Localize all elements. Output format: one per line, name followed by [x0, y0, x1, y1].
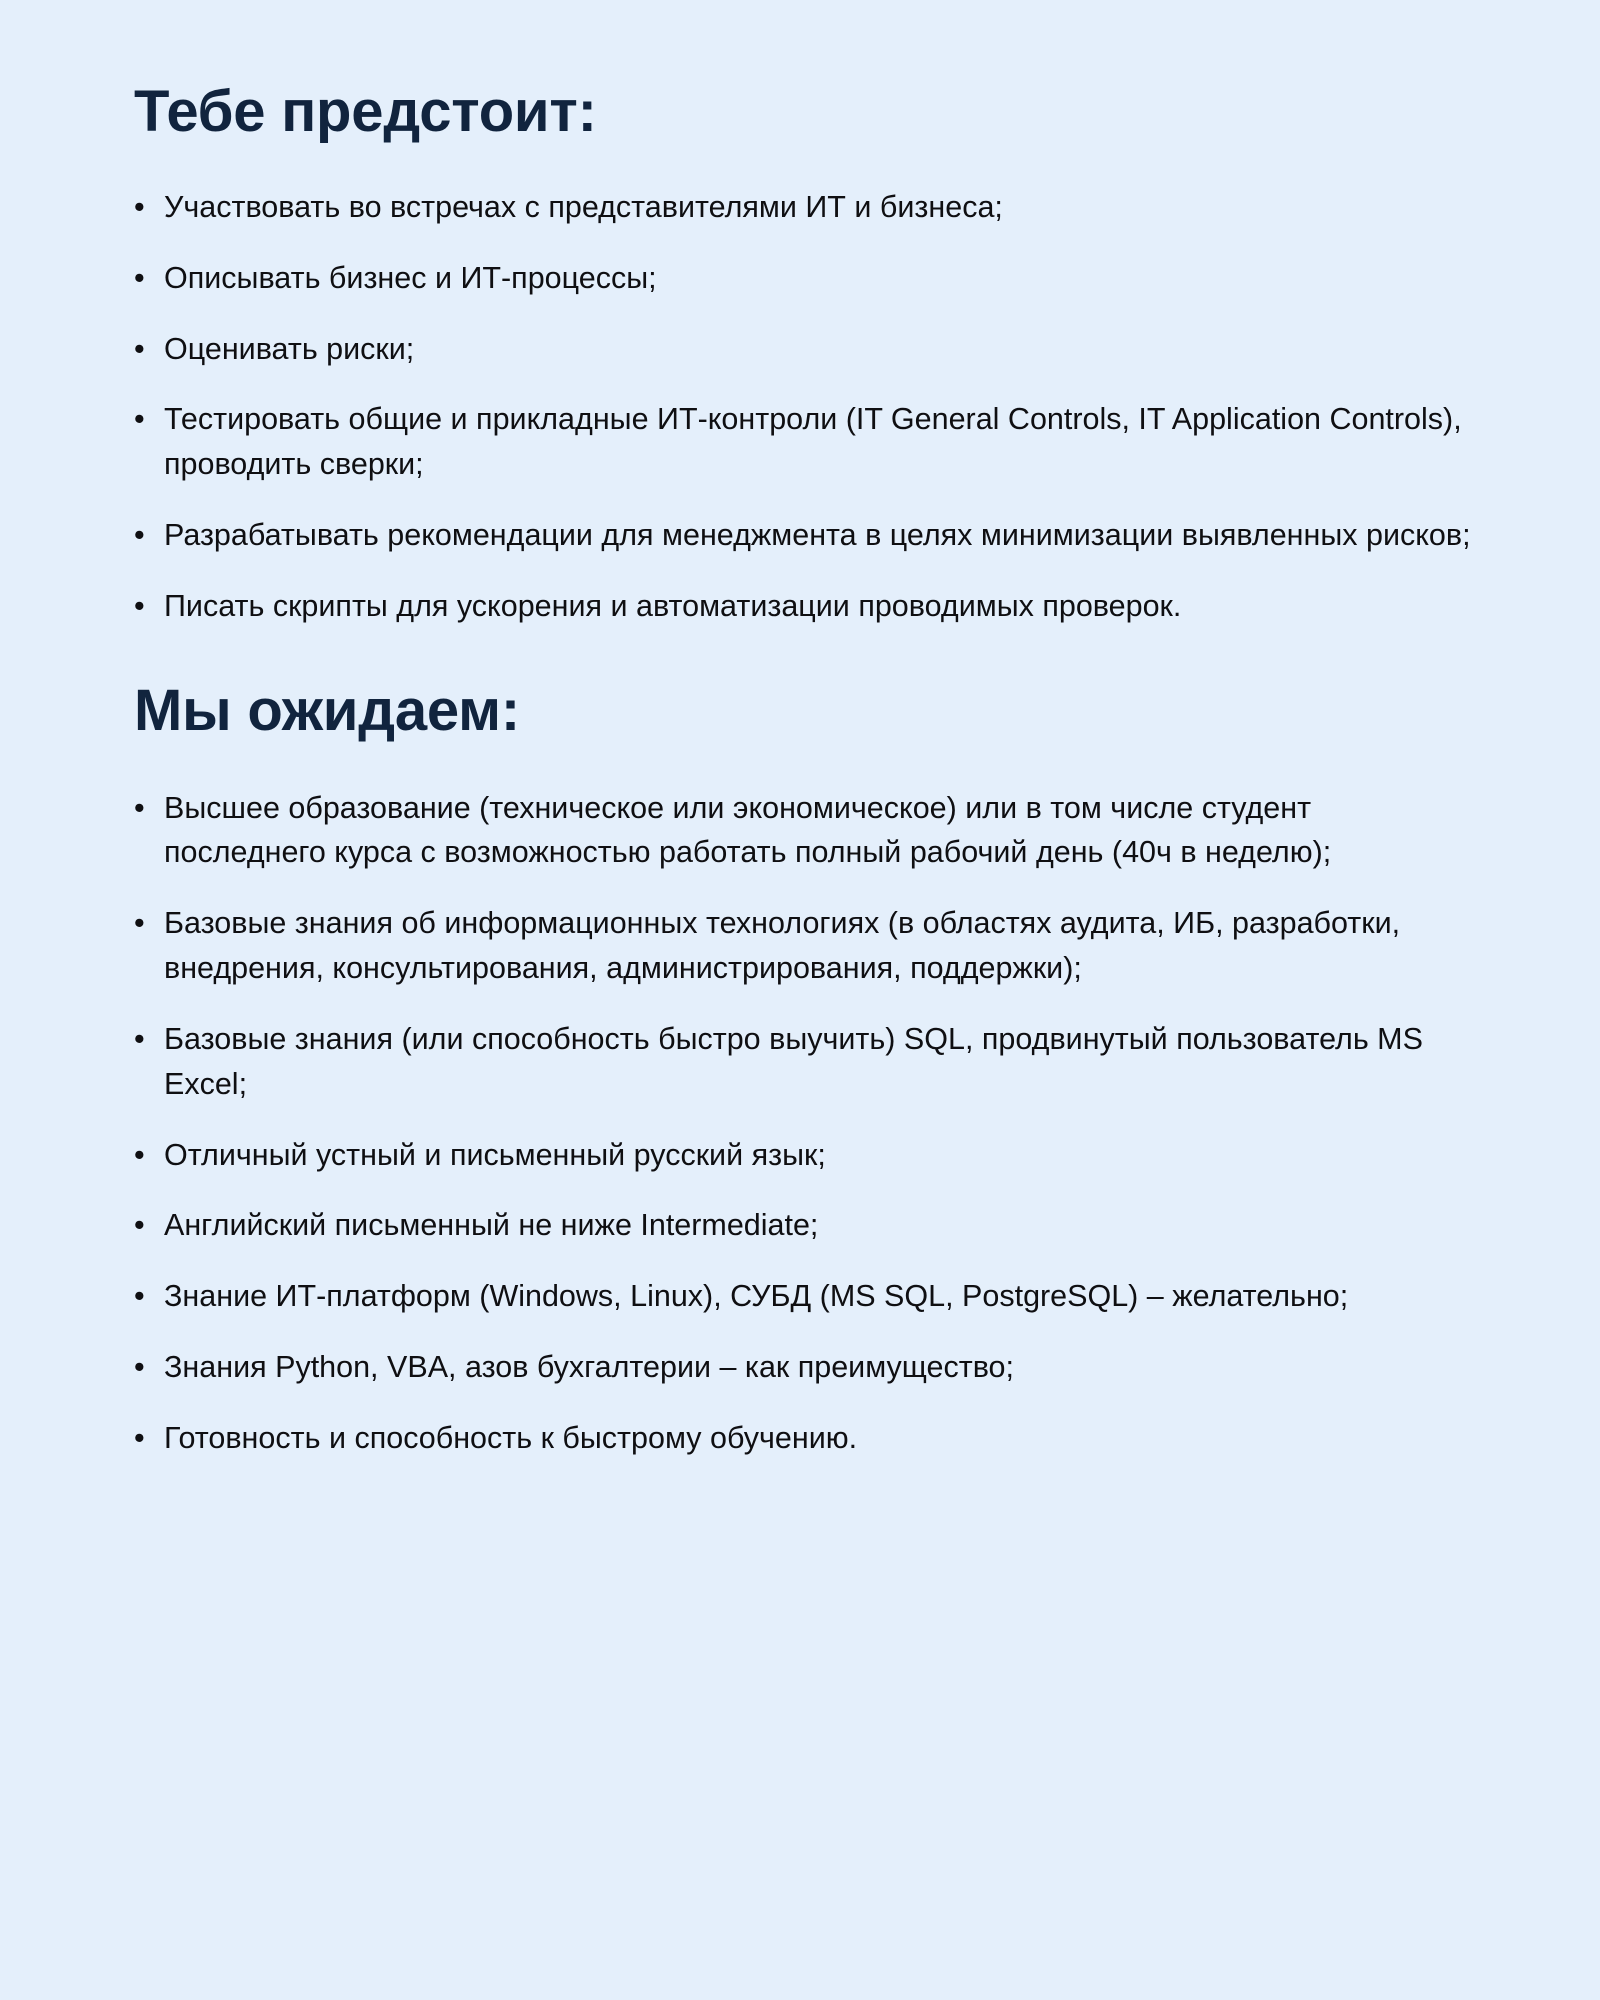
- list-item: [134, 786, 1480, 876]
- list-item-text: Тестировать общие и прикладные ИТ-контроли (IT General Controls, IT Application Controls), проводить сверки;: [164, 402, 1462, 482]
- list-item: [134, 1416, 1480, 1461]
- list-item-text: Базовые знания об информационных технологиях (в областях аудита, ИБ, разработки, внедрения, консультирования, администрирования, поддержки);: [164, 906, 1401, 986]
- bullet-point-icon: •: [134, 331, 145, 366]
- bullet-point-icon: •: [134, 906, 145, 941]
- list-item-text: Знания Python, VBA, азов бухгалтерии – как преимущество;: [164, 1350, 1014, 1385]
- list-item: [134, 584, 1480, 629]
- list-item: [134, 327, 1480, 372]
- list-item-text: Описывать бизнес и ИТ-процессы;: [164, 260, 657, 295]
- list-item-text: Высшее образование (техническое или экономическое) или в том числе студент последнего курса с возможностью работать полный рабочий день (40ч в неделю);: [164, 790, 1332, 870]
- section-expectations: [134, 629, 1480, 1461]
- bullet-point-icon: •: [134, 189, 145, 224]
- list-item-text: Базовые знания (или способность быстро выучить) SQL, продвинутый пользователь MS Excel;: [164, 1021, 1423, 1101]
- bullet-point-icon: •: [134, 1021, 145, 1056]
- list-item: [134, 1017, 1480, 1107]
- list-item-text: Английский письменный не ниже Intermediate;: [164, 1208, 819, 1243]
- bullet-point-icon: •: [134, 518, 145, 553]
- list-item: [134, 185, 1480, 230]
- list-item: [134, 1274, 1480, 1319]
- list-item: [134, 1345, 1480, 1390]
- bullet-point-icon: •: [134, 1137, 145, 1172]
- list-item-text: Участвовать во встречах с представителями ИТ и бизнеса;: [164, 189, 1003, 224]
- section-heading-expectations: Мы ожидаем:: [134, 677, 520, 743]
- list-item-text: Разрабатывать рекомендации для менеджмента в целях минимизации выявленных рисков;: [164, 518, 1471, 553]
- list-item-text: Оценивать риски;: [164, 331, 415, 366]
- bullet-point-icon: •: [134, 260, 145, 295]
- list-item: [134, 901, 1480, 991]
- list-item: [134, 397, 1480, 487]
- bullet-point-icon: •: [134, 1279, 145, 1314]
- bullet-point-icon: •: [134, 402, 145, 437]
- section-heading-responsibilities: Тебе предстоит:: [134, 79, 597, 144]
- list-item-text: Писать скрипты для ускорения и автоматизации проводимых проверок.: [164, 588, 1182, 623]
- bullet-list-expectations: [134, 786, 1480, 1461]
- list-item-text: Отличный устный и письменный русский язык;: [164, 1137, 826, 1172]
- list-item: [134, 1203, 1480, 1248]
- bullet-point-icon: •: [134, 790, 145, 825]
- list-item: [134, 513, 1480, 558]
- bullet-list-responsibilities: [134, 185, 1480, 629]
- list-item: [134, 1133, 1480, 1178]
- list-item-text: Знание ИТ-платформ (Windows, Linux), СУБД (MS SQL, PostgreSQL) – желательно;: [164, 1279, 1349, 1314]
- bullet-point-icon: •: [134, 1350, 145, 1385]
- section-responsibilities: [134, 0, 1480, 629]
- list-item: [134, 256, 1480, 301]
- bullet-point-icon: •: [134, 588, 145, 623]
- bullet-point-icon: •: [134, 1420, 145, 1455]
- bullet-point-icon: •: [134, 1208, 145, 1243]
- list-item-text: Готовность и способность к быстрому обучению.: [164, 1420, 858, 1455]
